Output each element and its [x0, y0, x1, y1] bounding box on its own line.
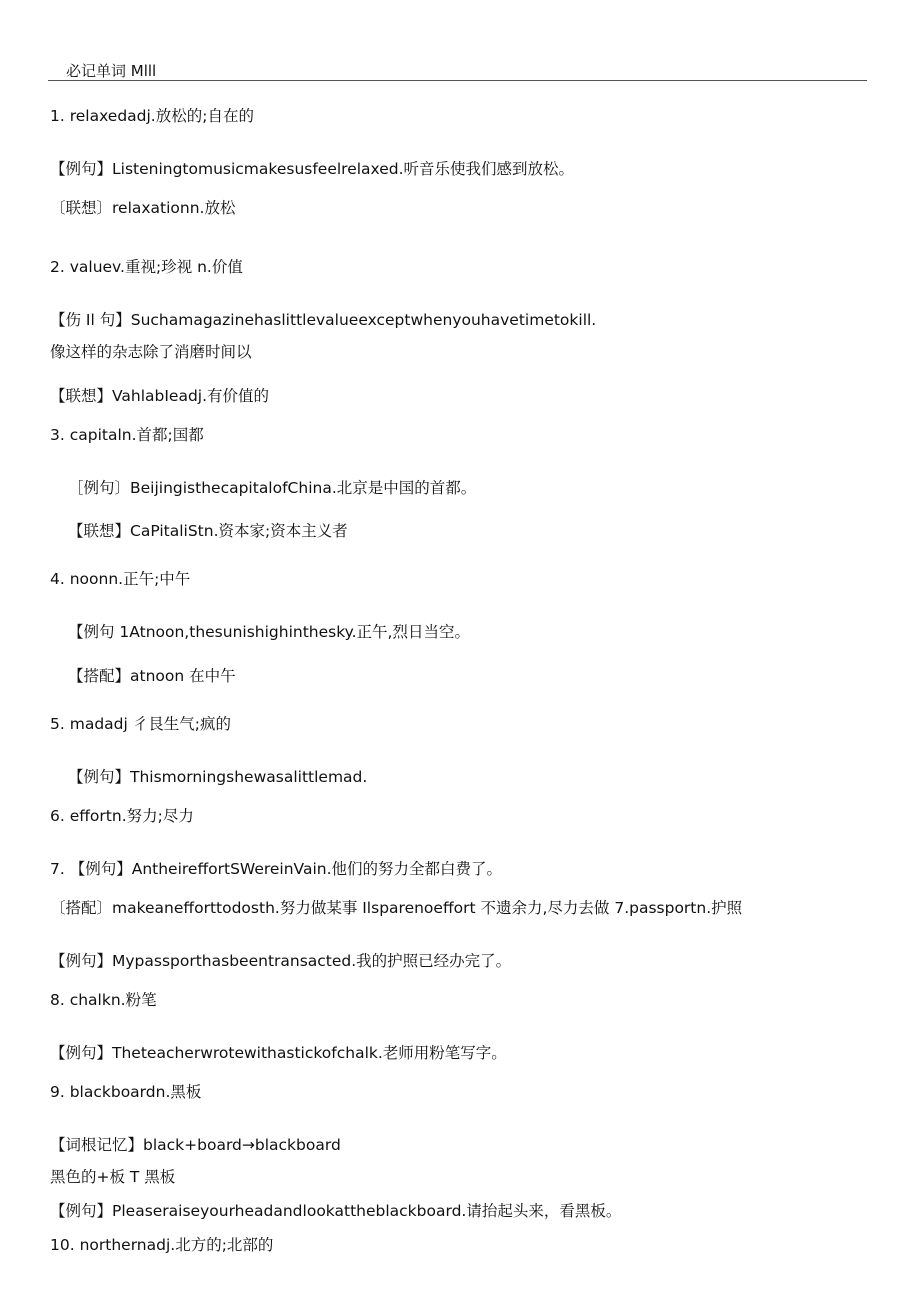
entry-4-collocation: 【搭配】atnoon 在中午	[68, 667, 236, 685]
entry-8-word: 8. chalkn.粉笔	[50, 991, 157, 1009]
entry-5-word: 5. madadj 彳艮生气;疯的	[50, 715, 231, 733]
entry-2-example-translation: 像这样的杂志除了消磨时间以	[50, 343, 252, 361]
entry-9-word: 9. blackboardn.黑板	[50, 1083, 202, 1101]
entry-6-word: 6. effortn.努力;尽力	[50, 807, 194, 825]
entry-1-example: 【例句】Listeningtomusicmakesusfeelrelaxed.听音乐使我们感到放松。	[50, 160, 575, 178]
entry-6-example: 7. 【例句】AntheireffortSWereinVain.他们的努力全都白费了。	[50, 860, 503, 878]
entry-4-word: 4. noonn.正午;中午	[50, 570, 191, 588]
entry-2-example: 【伤 Il 句】Suchamagazinehaslittlevalueexceptwhenyouhavetimetokill.	[50, 311, 597, 329]
entry-3-related: 【联想】CaPitaliStn.资本家;资本主义者	[68, 522, 348, 540]
entry-4-example: 【例句 1Atnoon,thesunishighinthesky.正午,烈日当空。	[68, 623, 470, 641]
entry-5-example: 【例句】Thismorningshewasalittlemad.	[68, 768, 368, 786]
entry-9-root-translation: 黑色的+板 T 黑板	[50, 1168, 176, 1186]
entry-1-related: 〔联想〕relaxationn.放松	[50, 199, 236, 217]
entry-2-related: 【联想】VahlabIeadj.有价值的	[50, 387, 270, 405]
entry-9-example: 【例句】Pleaseraiseyourheadandlookattheblackboard.请抬起头来，看黑板。	[50, 1202, 622, 1220]
entry-3-example: ［例句〕BeijingisthecapitalofChina.北京是中国的首都。	[68, 479, 477, 497]
entry-8-example: 【例句】Theteacherwrotewithastickofchalk.老师用粉笔写字。	[50, 1044, 507, 1062]
entry-1-word: 1. relaxedadj.放松的;自在的	[50, 107, 254, 125]
page-header: 必记单词 Mlll	[66, 62, 157, 80]
entry-6-collocation: 〔搭配〕makeanefforttodosth.努力做某事 Ilsparenoeffort 不遗余力,尽力去做 7.passportn.护照	[50, 899, 743, 917]
entry-9-root-memory: 【词根记忆】black+board→blackboard	[50, 1136, 341, 1154]
entry-2-word: 2. valuev.重视;珍视 n.价值	[50, 258, 243, 276]
entry-10-word: 10. northernadj.北方的;北部的	[50, 1236, 274, 1254]
entry-7-example: 【例句】Mypassporthasbeentransacted.我的护照已经办完了。	[50, 952, 512, 970]
header-rule	[48, 80, 867, 81]
entry-3-word: 3. capitaln.首都;国都	[50, 426, 204, 444]
